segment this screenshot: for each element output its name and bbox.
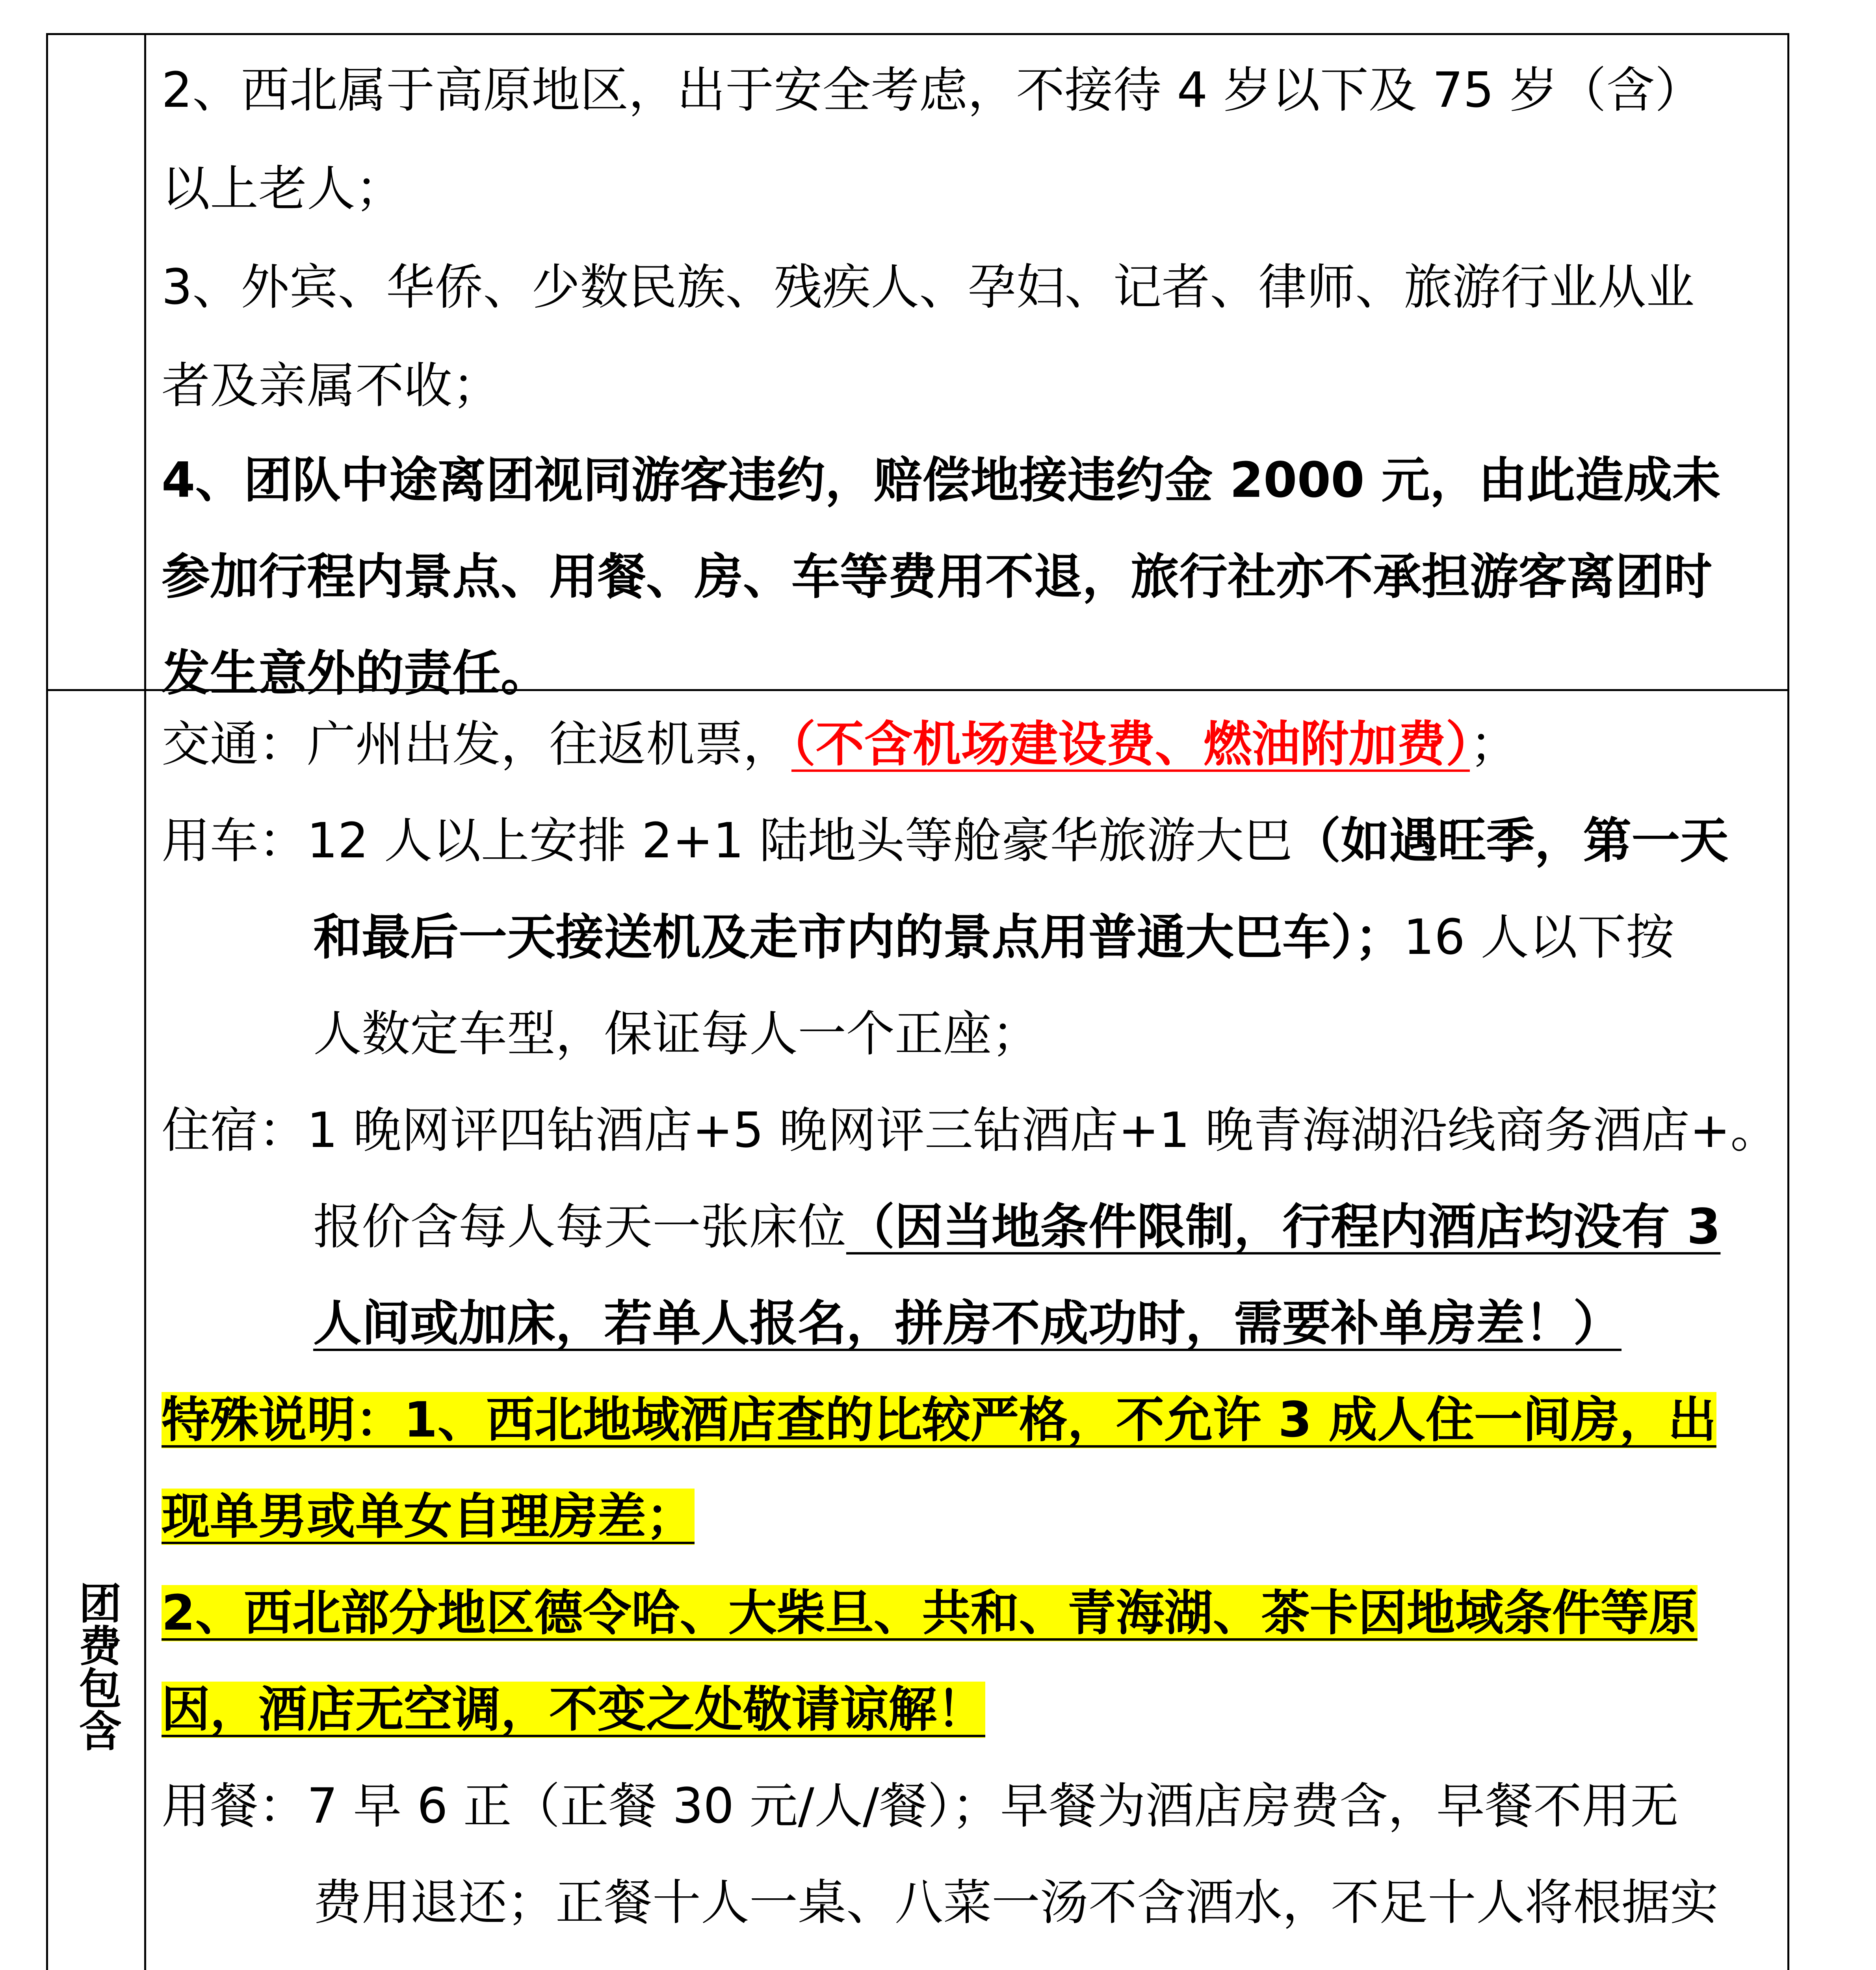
vehicle-text-2: 16 人以下按 [1403, 909, 1675, 966]
meals-label: 用餐： [162, 1778, 307, 1834]
rule-exclusions-cont: 者及亲属不收； [162, 358, 501, 414]
category-label: 团费包含 [72, 1581, 121, 1751]
special-text-2: 现单男或单女自理房差； [162, 1489, 695, 1545]
special-text-3: 2、西北部分地区德令哈、大柴旦、共和、青海湖、茶卡因地域条件等原 [162, 1585, 1698, 1641]
meals-line-3 [313, 1968, 1731, 1970]
special-line-2 [162, 1485, 695, 1548]
meals-line-1 [162, 1775, 1679, 1838]
rule-exclusions: 3、外宾、华侨、少数民族、残疾人、孕妇、记者、律师、旅游行业从业 [162, 259, 1695, 316]
category-cell [48, 691, 144, 1970]
rule-leave-group-end: 发生意外的责任。 [162, 645, 549, 702]
special-line-3 [162, 1582, 1698, 1645]
special-text-1: 特殊说明：1、西北地域酒店查的比较严格，不允许 3 成人住一间房，出 [162, 1392, 1716, 1448]
traffic-note: （不含机场建设费、燃油附加费） [791, 716, 1470, 773]
hotel-line-2 [313, 1196, 1720, 1259]
special-line-4 [162, 1678, 985, 1741]
rule-age-cont: 以上老人； [162, 161, 404, 217]
vehicle-line-1 [162, 810, 1728, 873]
traffic-text: 广州出发，往返机票， [307, 716, 791, 773]
special-text-4: 因，酒店无空调，不变之处敬请谅解！ [162, 1682, 985, 1738]
rule-leave-group: 4、团队中途离团视同游客违约，赔偿地接违约金 2000 元，由此造成未 [162, 452, 1721, 509]
traffic-label: 交通： [162, 716, 307, 773]
hotel-text-2: 报价含每人每天一张床位 [313, 1199, 846, 1255]
rule-leave-group-cont: 参加行程内景点、用餐、房、车等费用不退，旅行社亦不承担游客离团时 [162, 549, 1712, 605]
vehicle-line-3: 人数定车型，保证每人一个正座； [313, 1006, 1040, 1062]
hotel-text-1: 1 晚网评四钻酒店+5 晚网评三钻酒店+1 晚青海湖沿线商务酒店+。 [307, 1102, 1779, 1159]
vehicle-text-1: 12 人以上安排 2+1 陆地头等舱豪华旅游大巴 [307, 813, 1293, 869]
hotel-line-1 [162, 1099, 1779, 1162]
rule-age: 2、西北属于高原地区，出于安全考虑，不接待 4 岁以下及 75 岁（含） [162, 62, 1703, 119]
hotel-note-2: （因当地条件限制，行程内酒店均没有 3 [846, 1199, 1721, 1255]
meals-line-2: 费用退还；正餐十人一桌、八菜一汤不含酒水，不足十人将根据实 [313, 1875, 1718, 1931]
hotel-note-3: 人间或加床，若单人报名，拼房不成功时，需要补单房差！） [313, 1295, 1622, 1352]
traffic-tail: ； [1470, 716, 1518, 773]
vehicle-note-2: 和最后一天接送机及走市内的景点用普通大巴车）； [313, 909, 1404, 966]
vehicle-line-2 [313, 906, 1674, 969]
special-line-1 [162, 1389, 1716, 1452]
traffic-line [162, 713, 1518, 776]
meals-text-1: 7 早 6 正（正餐 30 元/人/餐）；早餐为酒店房费含，早餐不用无 [307, 1778, 1679, 1834]
hotel-label: 住宿： [162, 1102, 307, 1159]
vehicle-note-1: （如遇旺季，第一天 [1292, 813, 1729, 869]
vehicle-label: 用车： [162, 813, 307, 869]
